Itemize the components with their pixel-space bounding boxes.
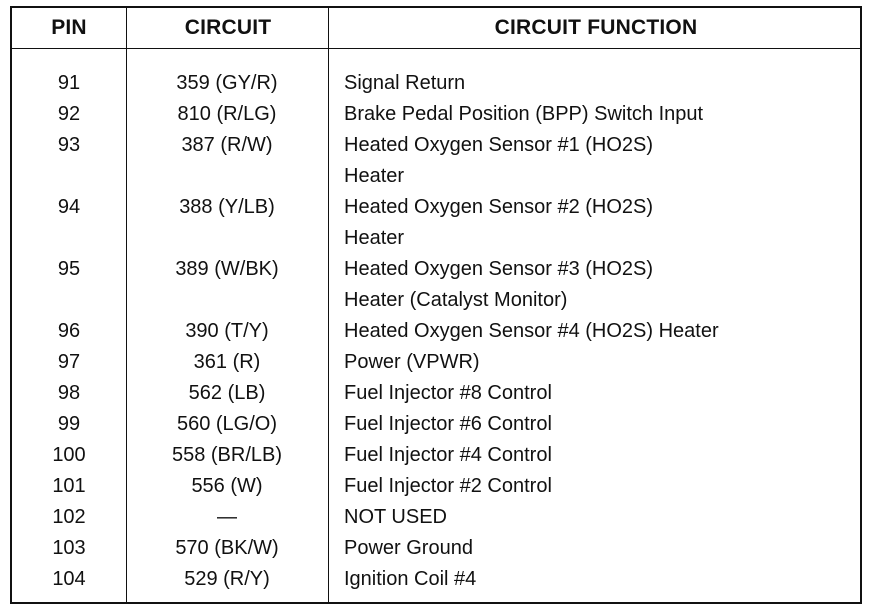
- header-circuit: CIRCUIT: [184, 16, 272, 39]
- circuit-cell: 388 (Y/LB): [179, 196, 275, 218]
- circuit-function-cell: [328, 533, 860, 564]
- circuit-cell: 390 (T/Y): [185, 320, 269, 342]
- circuit-function-line: Heated Oxygen Sensor #4 (HO2S) Heater: [344, 320, 719, 342]
- table-row: [12, 533, 860, 564]
- header-divider: [12, 48, 860, 49]
- pin-cell: 94: [57, 196, 81, 218]
- pin-cell: 102: [52, 506, 86, 528]
- table-row: [12, 130, 860, 192]
- header-circuit-function: CIRCUIT FUNCTION: [494, 16, 698, 39]
- circuit-function-line: Heater: [344, 165, 405, 187]
- pin-cell: 103: [52, 537, 86, 559]
- circuit-function-line: Fuel Injector #8 Control: [344, 382, 552, 404]
- circuit-function-line: Heated Oxygen Sensor #1 (HO2S): [344, 134, 654, 156]
- table-row: [12, 254, 860, 316]
- table-row: [12, 192, 860, 254]
- circuit-function-line: Power Ground: [344, 537, 473, 559]
- pin-cell: 100: [52, 444, 86, 466]
- table-row: [12, 502, 860, 533]
- table-row: [12, 409, 860, 440]
- circuit-function-line: Heater (Catalyst Monitor): [344, 289, 568, 311]
- circuit-cell: 570 (BK/W): [175, 537, 279, 559]
- pin-circuit-table: [10, 6, 862, 604]
- circuit-function-cell: [328, 68, 860, 99]
- circuit-cell: 810 (R/LG): [177, 103, 277, 125]
- circuit-function-cell: [328, 502, 860, 533]
- circuit-function-cell: [328, 254, 860, 316]
- circuit-function-cell: [328, 378, 860, 409]
- circuit-cell: 529 (R/Y): [184, 568, 270, 590]
- circuit-function-cell: [328, 130, 860, 192]
- circuit-function-line: Fuel Injector #6 Control: [344, 413, 552, 435]
- circuit-cell: 560 (LG/O): [176, 413, 278, 435]
- header-pin: PIN: [51, 16, 87, 39]
- table-row: [12, 564, 860, 595]
- table-row: [12, 99, 860, 130]
- circuit-function-line: Signal Return: [344, 72, 466, 94]
- table-row: [12, 68, 860, 99]
- pin-cell: 98: [57, 382, 81, 404]
- circuit-function-cell: [328, 316, 860, 347]
- circuit-cell: 359 (GY/R): [176, 72, 278, 94]
- pin-cell: 104: [52, 568, 86, 590]
- pin-cell: 97: [57, 351, 81, 373]
- circuit-function-cell: [328, 471, 860, 502]
- circuit-cell: 389 (W/BK): [175, 258, 279, 280]
- table-row: [12, 316, 860, 347]
- table-row: [12, 440, 860, 471]
- circuit-function-cell: [328, 192, 860, 254]
- table-row: [12, 347, 860, 378]
- circuit-cell: 361 (R): [193, 351, 261, 373]
- circuit-function-line: Fuel Injector #4 Control: [344, 444, 552, 466]
- circuit-cell: 562 (LB): [188, 382, 266, 404]
- table-row: [12, 378, 860, 409]
- circuit-function-cell: [328, 440, 860, 471]
- circuit-cell: —: [217, 506, 237, 528]
- table-body: [12, 68, 860, 595]
- circuit-function-line: Fuel Injector #2 Control: [344, 475, 552, 497]
- circuit-function-line: Brake Pedal Position (BPP) Switch Input: [344, 103, 704, 125]
- circuit-function-cell: [328, 409, 860, 440]
- table-row: [12, 471, 860, 502]
- pin-cell: 96: [57, 320, 81, 342]
- circuit-function-line: Heated Oxygen Sensor #2 (HO2S): [344, 196, 654, 218]
- circuit-function-line: NOT USED: [344, 506, 447, 528]
- circuit-cell: 558 (BR/LB): [171, 444, 283, 466]
- circuit-function-cell: [328, 564, 860, 595]
- circuit-function-line: Power (VPWR): [344, 351, 480, 373]
- pin-cell: 95: [57, 258, 81, 280]
- circuit-function-line: Heater: [344, 227, 405, 249]
- circuit-function-line: Heated Oxygen Sensor #3 (HO2S): [344, 258, 654, 280]
- circuit-function-cell: [328, 99, 860, 130]
- circuit-function-cell: [328, 347, 860, 378]
- pin-cell: 92: [57, 103, 81, 125]
- pin-cell: 101: [52, 475, 86, 497]
- pin-cell: 99: [57, 413, 81, 435]
- circuit-cell: 387 (R/W): [181, 134, 273, 156]
- circuit-function-line: Ignition Coil #4: [344, 568, 477, 590]
- pin-cell: 91: [57, 72, 81, 94]
- pin-cell: 93: [57, 134, 81, 156]
- circuit-cell: 556 (W): [191, 475, 263, 497]
